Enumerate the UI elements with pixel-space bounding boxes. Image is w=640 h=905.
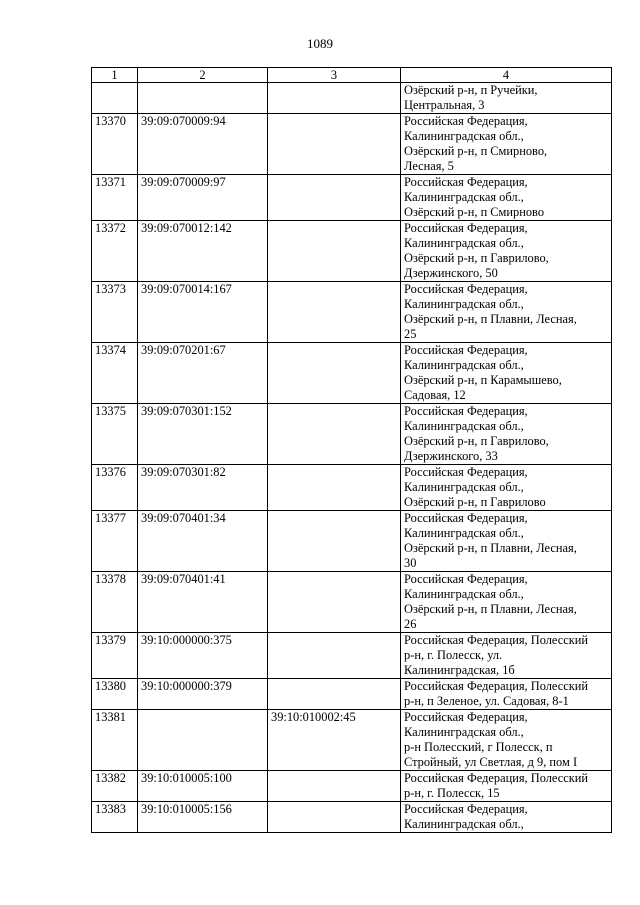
address-line: Садовая, 12 xyxy=(404,388,466,402)
address-line: Озёрский р-н, п Карамышево, xyxy=(404,373,562,387)
row-number-cell: 13382 xyxy=(92,771,138,802)
address-line: Дзержинского, 33 xyxy=(404,449,498,463)
row-number-cell: 13379 xyxy=(92,633,138,679)
row-number-cell: 13374 xyxy=(92,343,138,404)
table-row xyxy=(92,465,612,511)
address-line: Лесная, 5 xyxy=(404,159,454,173)
address-line: р-н Полесский, г Полесск, п xyxy=(404,740,553,754)
registry-table xyxy=(91,67,612,833)
row-number-cell: 13383 xyxy=(92,802,138,833)
address-cell xyxy=(401,343,612,404)
address-line: Озёрский р-н, п Гаврилово, xyxy=(404,251,549,265)
address-line: р-н, г. Полесск, ул. xyxy=(404,648,503,662)
address-line: Российская Федерация, xyxy=(404,465,528,479)
address-cell xyxy=(401,221,612,282)
building-cadastral-cell xyxy=(268,771,401,802)
address-line: Озёрский р-н, п Плавни, Лесная, xyxy=(404,602,577,616)
building-cadastral-cell xyxy=(268,802,401,833)
header-row xyxy=(92,68,612,83)
table-row xyxy=(92,114,612,175)
address-line: Калининградская обл., xyxy=(404,725,524,739)
row-number-cell: 13380 xyxy=(92,679,138,710)
building-cadastral-cell xyxy=(268,282,401,343)
cadastral-number-cell: 39:10:010005:100 xyxy=(138,771,268,802)
cadastral-number-cell: 39:09:070201:67 xyxy=(138,343,268,404)
cadastral-number-cell: 39:09:070009:94 xyxy=(138,114,268,175)
cadastral-number-cell xyxy=(138,83,268,114)
address-line: Российская Федерация, Полесский xyxy=(404,633,589,647)
address-line: Калининградская, 1б xyxy=(404,663,515,677)
row-number-cell: 13375 xyxy=(92,404,138,465)
building-cadastral-cell xyxy=(268,343,401,404)
row-number-cell: 13370 xyxy=(92,114,138,175)
address-line: р-н, п Зеленое, ул. Садовая, 8-1 xyxy=(404,694,569,708)
address-line: Российская Федерация, xyxy=(404,175,528,189)
address-cell xyxy=(401,572,612,633)
table-row xyxy=(92,404,612,465)
address-cell xyxy=(401,633,612,679)
building-cadastral-cell xyxy=(268,404,401,465)
table-row xyxy=(92,633,612,679)
address-cell xyxy=(401,114,612,175)
address-cell xyxy=(401,282,612,343)
address-line: Озёрский р-н, п Смирново, xyxy=(404,144,548,158)
building-cadastral-cell xyxy=(268,175,401,221)
cadastral-number-cell: 39:10:000000:375 xyxy=(138,633,268,679)
address-line: Калининградская обл., xyxy=(404,297,524,311)
table-row xyxy=(92,221,612,282)
address-line: Калининградская обл., xyxy=(404,480,524,494)
cadastral-number-cell: 39:09:070301:82 xyxy=(138,465,268,511)
address-line: Калининградская обл., xyxy=(404,358,524,372)
address-line: Российская Федерация, xyxy=(404,404,528,418)
table-row xyxy=(92,572,612,633)
cadastral-number-cell: 39:10:010005:156 xyxy=(138,802,268,833)
address-line: Российская Федерация, xyxy=(404,710,528,724)
table-row xyxy=(92,771,612,802)
address-line: 25 xyxy=(404,327,417,341)
address-line: Российская Федерация, xyxy=(404,343,528,357)
address-line: Озёрский р-н, п Гаврилово, xyxy=(404,434,549,448)
row-number-cell xyxy=(92,83,138,114)
table-row xyxy=(92,175,612,221)
cadastral-number-cell: 39:09:070401:34 xyxy=(138,511,268,572)
table-row xyxy=(92,802,612,833)
cadastral-number-cell xyxy=(138,710,268,771)
address-cell xyxy=(401,465,612,511)
building-cadastral-cell: 39:10:010002:45 xyxy=(268,710,401,771)
row-number-cell: 13376 xyxy=(92,465,138,511)
address-line: Калининградская обл., xyxy=(404,526,524,540)
row-number-cell: 13381 xyxy=(92,710,138,771)
address-line: р-н, г. Полесск, 15 xyxy=(404,786,500,800)
column-header-4: 4 xyxy=(401,68,612,83)
cadastral-number-cell: 39:09:070012:142 xyxy=(138,221,268,282)
address-cell xyxy=(401,511,612,572)
row-number-cell: 13372 xyxy=(92,221,138,282)
address-line: Озёрский р-н, п Плавни, Лесная, xyxy=(404,541,577,555)
address-line: Озёрский р-н, п Гаврилово xyxy=(404,495,546,509)
column-header-1: 1 xyxy=(92,68,138,83)
address-line: Озёрский р-н, п Смирново xyxy=(404,205,545,219)
address-cell xyxy=(401,802,612,833)
table-row xyxy=(92,83,612,114)
address-line: Озёрский р-н, п Ручейки, xyxy=(404,83,538,97)
address-line: Озёрский р-н, п Плавни, Лесная, xyxy=(404,312,577,326)
cadastral-number-cell: 39:09:070401:41 xyxy=(138,572,268,633)
table-row xyxy=(92,710,612,771)
row-number-cell: 13378 xyxy=(92,572,138,633)
table-row xyxy=(92,511,612,572)
address-cell xyxy=(401,710,612,771)
address-line: Российская Федерация, xyxy=(404,282,528,296)
row-number-cell: 13373 xyxy=(92,282,138,343)
building-cadastral-cell xyxy=(268,572,401,633)
address-line: Российская Федерация, xyxy=(404,802,528,816)
cadastral-number-cell: 39:09:070301:152 xyxy=(138,404,268,465)
cadastral-number-cell: 39:09:070014:167 xyxy=(138,282,268,343)
building-cadastral-cell xyxy=(268,511,401,572)
address-line: Российская Федерация, xyxy=(404,221,528,235)
address-line: Дзержинского, 50 xyxy=(404,266,498,280)
building-cadastral-cell xyxy=(268,83,401,114)
address-line: Центральная, 3 xyxy=(404,98,485,112)
address-line: 26 xyxy=(404,617,417,631)
address-line: Российская Федерация, Полесский xyxy=(404,771,589,785)
building-cadastral-cell xyxy=(268,114,401,175)
address-line: Калининградская обл., xyxy=(404,190,524,204)
address-line: 30 xyxy=(404,556,417,570)
address-line: Калининградская обл., xyxy=(404,587,524,601)
address-line: Калининградская обл., xyxy=(404,817,524,831)
address-line: Калининградская обл., xyxy=(404,419,524,433)
row-number-cell: 13371 xyxy=(92,175,138,221)
address-line: Стройный, ул Светлая, д 9, пом I xyxy=(404,755,578,769)
address-line: Российская Федерация, xyxy=(404,572,528,586)
building-cadastral-cell xyxy=(268,221,401,282)
address-cell xyxy=(401,771,612,802)
address-line: Калининградская обл., xyxy=(404,236,524,250)
address-cell xyxy=(401,83,612,114)
table-row xyxy=(92,282,612,343)
address-cell xyxy=(401,679,612,710)
address-line: Калининградская обл., xyxy=(404,129,524,143)
building-cadastral-cell xyxy=(268,679,401,710)
cadastral-number-cell: 39:10:000000:379 xyxy=(138,679,268,710)
column-header-3: 3 xyxy=(268,68,401,83)
cadastral-number-cell: 39:09:070009:97 xyxy=(138,175,268,221)
address-cell xyxy=(401,404,612,465)
table-row xyxy=(92,343,612,404)
building-cadastral-cell xyxy=(268,633,401,679)
table-row xyxy=(92,679,612,710)
address-line: Российская Федерация, Полесский xyxy=(404,679,589,693)
page-number: 1089 xyxy=(307,36,333,51)
row-number-cell: 13377 xyxy=(92,511,138,572)
column-header-2: 2 xyxy=(138,68,268,83)
address-line: Российская Федерация, xyxy=(404,114,528,128)
address-cell xyxy=(401,175,612,221)
address-line: Российская Федерация, xyxy=(404,511,528,525)
table-body xyxy=(92,83,612,833)
building-cadastral-cell xyxy=(268,465,401,511)
